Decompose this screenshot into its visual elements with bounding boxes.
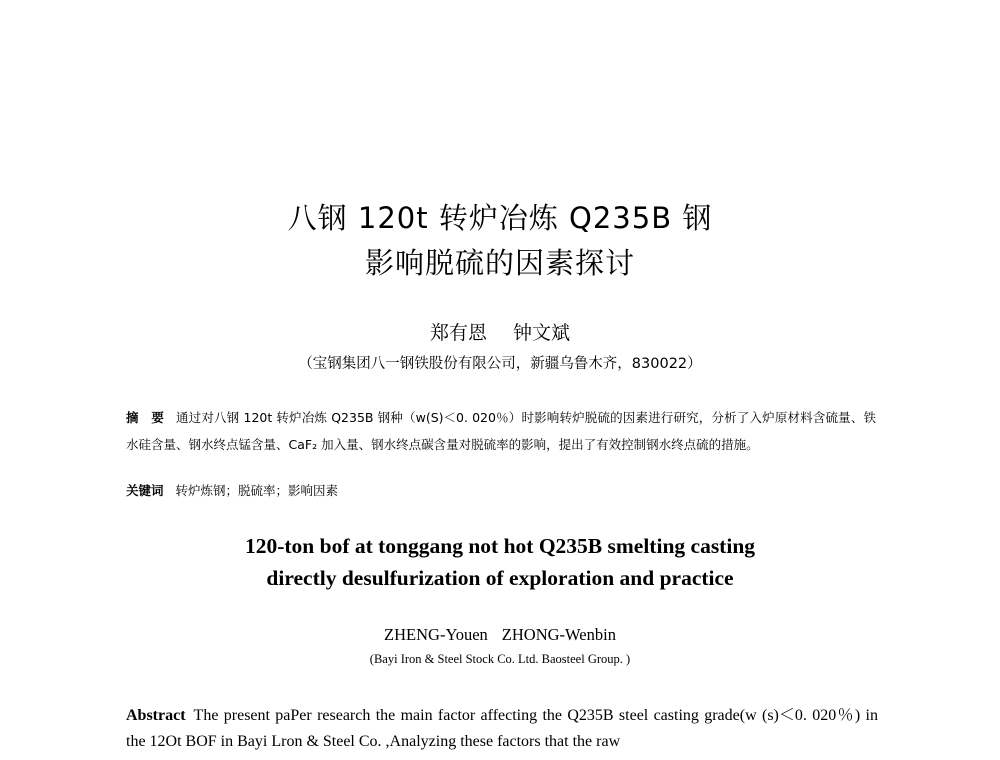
chinese-keywords [126, 481, 876, 499]
chinese-abstract-text: 通过对八钢 120t 转炉冶炼 Q235B 钢种（w(S)＜0. 020％）时影响转炉脱硫的因素进行研究，分析了入炉原材料含硫量、铁水硅含量、钢水终点锰含量、CaF₂ 加入量、钢水终点碳含量对脱硫率的影响，提出了有效控制钢水终点硫的措施。 [126, 410, 876, 452]
english-author-2: ZHONG-Wenbin [501, 625, 616, 644]
chinese-title-line-2: 影响脱硫的因素探讨 [364, 246, 635, 280]
chinese-keywords-label: 关键词 [126, 483, 164, 498]
chinese-affiliation: （宝钢集团八一钢铁股份有限公司，新疆乌鲁木齐，830022） [298, 356, 702, 372]
english-authors [0, 625, 1000, 645]
chinese-abstract-label: 摘 要 [126, 410, 165, 425]
english-title-line-1: 120-ton bof at tonggang not hot Q235B smelting casting [244, 534, 756, 558]
english-title-line-2: directly desulfurization of exploration and practice [266, 566, 734, 590]
chinese-authors [0, 318, 1000, 345]
chinese-author-2: 钟文斌 [513, 322, 571, 344]
english-author-1: ZHENG-Youen [384, 625, 488, 644]
chinese-author-1: 郑有恩 [429, 322, 487, 344]
chinese-abstract [126, 404, 876, 458]
chinese-keywords-text: 转炉炼钢；脱硫率；影响因素 [175, 483, 339, 498]
english-abstract [126, 703, 878, 755]
english-abstract-label: Abstract [126, 707, 186, 724]
chinese-title-line-1: 八钢 120t 转炉冶炼 Q235B 钢 [287, 201, 713, 235]
english-affiliation: (Bayi Iron & Steel Stock Co. Ltd. Baosteel Group. ) [369, 652, 631, 666]
english-abstract-text: The present paPer research the main factor affecting the Q235B steel casting grade(w (s)＜0. 020％) in the 12Ot BOF in Bayi Lron & Steel Co. ,Analyzing these factors that the raw [126, 707, 878, 750]
